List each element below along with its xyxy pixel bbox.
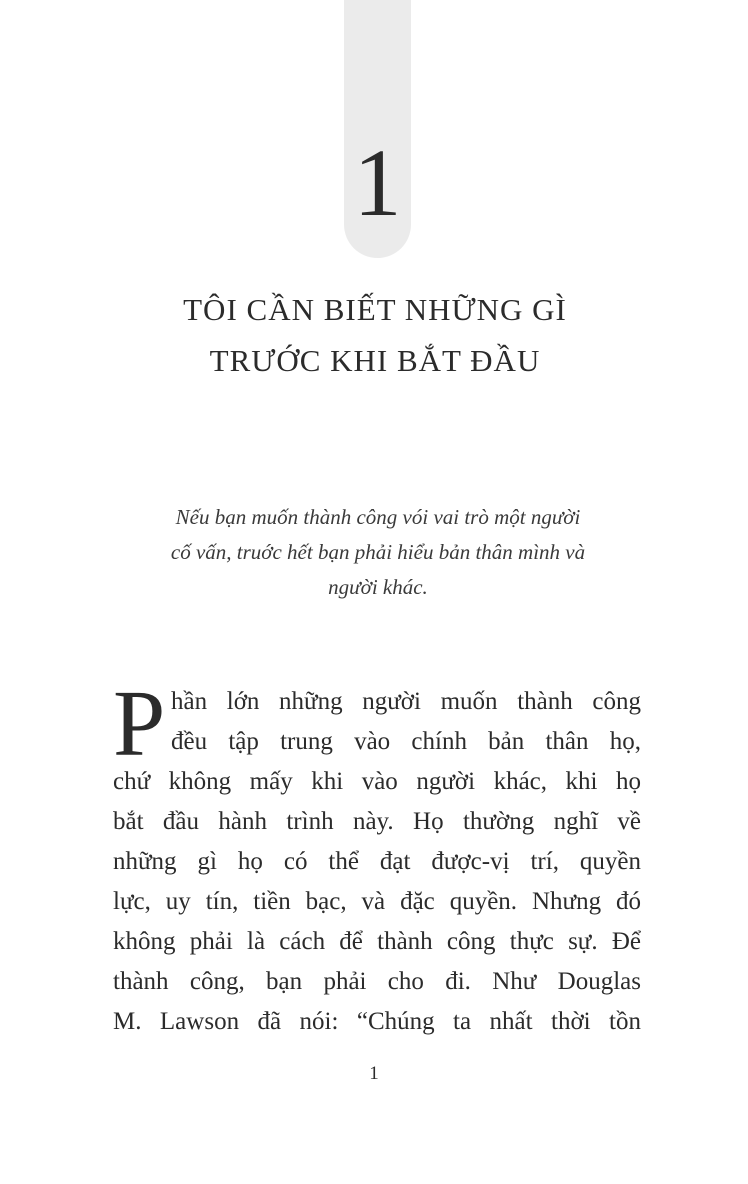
- page-number: 1: [369, 1063, 379, 1084]
- chapter-title: [80, 284, 670, 386]
- body-paragraph: [113, 672, 641, 1042]
- epigraph-line: cố vấn, truớc hết bạn phải hiểu bản thân mình và: [170, 540, 586, 564]
- body-line: đều tập trung vào chính bản thân họ,: [171, 728, 641, 755]
- body-line: những gì họ có thể đạt được-vị trí, quyền: [113, 848, 641, 875]
- epigraph-line: người khác.: [328, 575, 428, 599]
- epigraph: [120, 500, 636, 605]
- chapter-title-line: TRƯỚC KHI BẮT ĐẦU: [209, 343, 541, 378]
- body-line: không phải là cách để thành công thực sự. Để: [113, 928, 641, 955]
- body-line: M. Lawson đã nói: “Chúng ta nhất thời tồn: [113, 1008, 641, 1035]
- epigraph-line: Nếu bạn muốn thành công vói vai trò một người: [175, 505, 581, 529]
- body-line: chứ không mấy khi vào người khác, khi họ: [113, 768, 641, 795]
- drop-cap: P: [113, 672, 166, 776]
- chapter-number: 1: [353, 129, 402, 236]
- body-line: thành công, bạn phải cho đi. Như Douglas: [113, 968, 641, 995]
- body-line: bắt đầu hành trình này. Họ thường nghĩ về: [113, 808, 641, 835]
- body-line: hần lớn những người muốn thành công: [171, 688, 641, 715]
- body-line: lực, uy tín, tiền bạc, và đặc quyền. Nhưng đó: [113, 888, 641, 915]
- chapter-title-line: TÔI CẦN BIẾT NHỮNG GÌ: [183, 292, 567, 327]
